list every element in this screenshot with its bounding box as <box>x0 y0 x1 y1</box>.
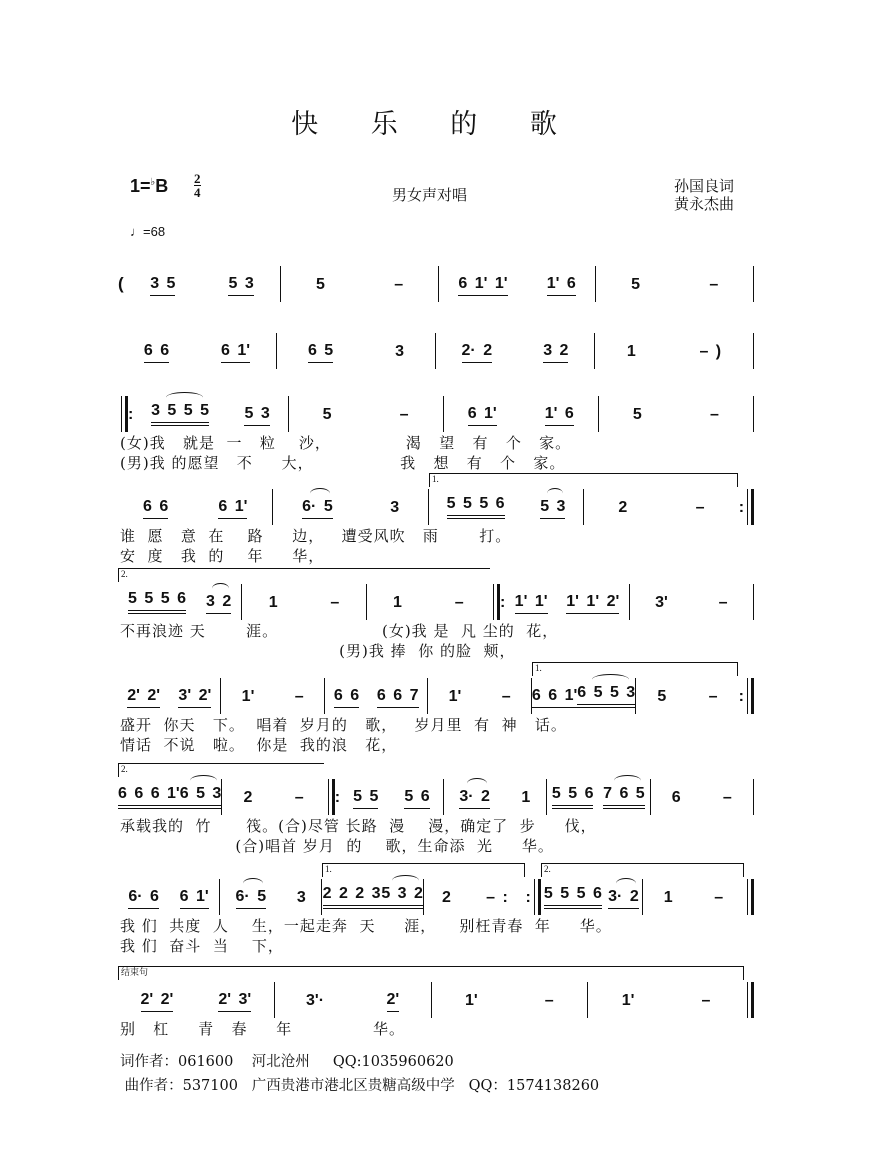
note-group: – : <box>486 889 508 906</box>
barline <box>753 779 754 815</box>
note-group: 6 1' 1' <box>458 275 507 296</box>
note-group: 6 5 3 <box>180 785 222 809</box>
note-group: 3'· <box>306 992 325 1009</box>
note-group: – <box>454 594 464 611</box>
staff-line <box>118 875 754 915</box>
note-group: 5 3 2 <box>381 885 423 909</box>
measure <box>133 396 287 432</box>
note-group: 3 5 <box>150 275 175 296</box>
note-group: 6 5 <box>308 342 333 363</box>
measure <box>124 266 281 302</box>
note-group: 6 <box>671 789 681 806</box>
note-group: – <box>330 594 340 611</box>
note-group: 2 <box>441 889 451 906</box>
measure <box>222 779 324 815</box>
lyric-line: (男)我 的愿望 不 大， 我 想 有 个 家。 <box>120 454 566 472</box>
note-group: 6 1' <box>180 888 209 909</box>
staff-line <box>118 262 754 302</box>
note-group: 6 1' <box>468 405 497 426</box>
lyric-line: (合)唱首 岁月 的 歌，生命添 光 华。 <box>120 837 554 855</box>
measure <box>532 678 635 714</box>
staff-line <box>118 674 754 714</box>
note-group: 1' 6 <box>547 275 576 296</box>
measure <box>118 678 220 714</box>
measure <box>636 678 738 714</box>
note-group: – <box>399 406 409 423</box>
note-group: – <box>701 992 711 1009</box>
lyric-line: (男)我 捧 你 的脸 颊， <box>120 642 516 660</box>
time-bottom: 4 <box>194 185 201 200</box>
lyric-line: 承载我的 竹 筏。(合)尽管 长路 漫 漫，确定了 步 伐， <box>120 817 597 835</box>
volta-bracket: 1. <box>532 662 738 676</box>
lyric-line: 不再浪迹 天 涯。 (女)我 是 凡 尘的 花， <box>120 622 559 640</box>
note-group: 3' 2' <box>178 687 211 708</box>
note-group: – <box>294 789 304 806</box>
performance-style: 男女声对唱 <box>392 186 468 204</box>
note-group: 1 <box>521 789 531 806</box>
note-group: 5 3 <box>228 275 253 296</box>
key-tonic: 1= <box>130 176 151 196</box>
measure <box>118 879 219 915</box>
note-group: 6 6 6 1' <box>118 785 180 809</box>
note-group: 3 5 5 5 <box>151 402 209 426</box>
note-group: 1 <box>663 889 673 906</box>
repeat-start-barline <box>328 779 335 815</box>
song-title: 快 乐 的 歌 <box>291 109 579 140</box>
score-system <box>118 580 754 620</box>
measure <box>273 489 427 525</box>
repeat-dots: : <box>525 889 531 906</box>
measure <box>630 584 753 620</box>
lyricist: 孙国良词 <box>674 177 735 195</box>
lyric-line: 谁 愿 意 在 路 边， 遭受风吹 雨 打。 <box>120 527 512 545</box>
lyric-line: 安 度 我 的 年 华， <box>120 547 325 565</box>
score-system <box>118 392 754 432</box>
note-group: 5 <box>657 688 667 705</box>
note-group: – ) <box>699 343 722 360</box>
repeat-end-barline <box>534 879 541 915</box>
note-group: 3 <box>395 343 405 360</box>
measure <box>118 489 272 525</box>
measure <box>651 779 753 815</box>
repeat-dots: : <box>738 499 745 516</box>
note-group: 5 5 5 6 <box>128 590 186 614</box>
lyric-line: 我 们 奋斗 当 下， <box>120 937 284 955</box>
note-group: 3 <box>296 889 306 906</box>
credits <box>674 177 734 213</box>
score-system <box>118 978 754 1018</box>
measure <box>444 396 598 432</box>
staff-line <box>118 485 754 525</box>
repeat-dots: : <box>128 406 134 423</box>
repeat-start-barline <box>493 584 500 620</box>
time-top: 2 <box>194 171 201 186</box>
measure <box>118 584 241 620</box>
final-barline <box>747 879 754 915</box>
note-group: 1' 6 <box>545 405 574 426</box>
note-group: 6 6 <box>334 687 359 708</box>
flat-icon: ♭ <box>150 177 156 188</box>
repeat-dots: : <box>499 594 506 611</box>
measure <box>432 982 588 1018</box>
note-group: 5 <box>315 276 325 293</box>
note-group: 2' 3' <box>218 991 251 1012</box>
score-system <box>118 485 754 525</box>
measure <box>428 678 530 714</box>
note-group: 2 2 2 3 <box>323 885 381 909</box>
footer-composer-info: 曲作者：537100 广西贵港市港北区贵糖高级中学 QQ：1574138260 <box>120 1078 600 1094</box>
score-system <box>118 329 754 369</box>
measure <box>340 779 442 815</box>
note-group: – <box>501 688 511 705</box>
repeat-start-barline <box>121 396 128 432</box>
volta-bracket: 1. <box>429 473 738 487</box>
note-group: 6 1' <box>221 342 250 363</box>
note-group: 1 <box>626 343 636 360</box>
note-group: 5 5 <box>353 788 378 809</box>
measure <box>588 982 744 1018</box>
measure <box>242 584 365 620</box>
staff-line <box>118 978 754 1018</box>
note-group: 6 6 <box>144 342 169 363</box>
note-group: 1' <box>621 992 635 1009</box>
note-group: 5 5 5 6 <box>544 885 602 909</box>
lyric-line: 盛开 你天 下。 唱着 岁月的 歌， 岁月里 有 神 话。 <box>120 716 567 734</box>
score-system <box>118 262 754 302</box>
barline <box>753 333 754 369</box>
measure <box>118 333 276 369</box>
note-group: – <box>294 688 304 705</box>
note-group: 3 2 <box>543 342 568 363</box>
note-group: – <box>710 406 719 423</box>
note-group: 3 2 <box>206 593 231 614</box>
barline <box>753 396 754 432</box>
barline <box>753 266 754 302</box>
note-group: – <box>708 688 718 705</box>
note-group: 6 1' <box>218 498 247 519</box>
repeat-end-barline <box>747 678 754 714</box>
measure <box>281 266 438 302</box>
note-group: 1 <box>268 594 278 611</box>
note-group: 3' <box>655 594 668 611</box>
measure <box>325 678 427 714</box>
measure <box>599 396 753 432</box>
note-group: 1 <box>393 594 402 611</box>
note-group: 6 6 7 <box>377 687 419 708</box>
note-group: – <box>544 992 554 1009</box>
lyric-line: (女)我 就是 一 粒 沙， 渴 望 有 个 家。 <box>120 434 572 452</box>
key-note: B <box>155 176 169 196</box>
measure <box>596 266 753 302</box>
measure <box>547 779 649 815</box>
note-group: 6· 6 <box>128 888 159 909</box>
lyric-line: 情话 不说 啦。 你是 我的浪 花， <box>120 736 398 754</box>
note-group: 1' 1' <box>515 593 548 614</box>
open-paren: ( <box>118 274 124 293</box>
score-system <box>118 674 754 714</box>
key-signature <box>130 176 168 197</box>
note-group: 1' <box>465 992 478 1009</box>
note-group: 6 6 <box>143 498 168 519</box>
measure <box>444 779 546 815</box>
final-barline <box>747 982 754 1018</box>
note-group: 5 5 6 <box>552 785 594 809</box>
note-group: 6 5 5 3 <box>577 684 635 708</box>
repeat-end-barline <box>747 489 754 525</box>
footer-lyricist-info: 词作者：061600 河北沧州 QQ:1035960620 <box>120 1054 454 1070</box>
note-group: 5 <box>631 276 640 293</box>
measure <box>275 982 431 1018</box>
note-group: 5 3 <box>244 405 269 426</box>
note-group: 2 <box>243 789 253 806</box>
measure <box>436 333 594 369</box>
note-group: – <box>709 276 719 293</box>
note-group: – <box>714 889 724 906</box>
volta-bracket: 2. <box>118 568 490 582</box>
note-group: 1' 1' 2' <box>566 593 619 614</box>
note-group: 5 <box>632 406 642 423</box>
note-group: 2' 2' <box>127 687 160 708</box>
lyric-line: 别 杠 青 春 年 华。 <box>120 1020 406 1038</box>
volta-bracket: 2. <box>118 763 324 777</box>
note-group: – <box>718 594 728 611</box>
time-signature <box>194 172 201 199</box>
note-group: 5 6 <box>404 788 429 809</box>
measure <box>277 333 435 369</box>
barline <box>753 584 754 620</box>
note-group: 3 <box>390 499 400 516</box>
measure <box>541 879 642 915</box>
measure <box>221 678 323 714</box>
staff-line <box>118 329 754 369</box>
note-group: 2· 2 <box>462 342 493 363</box>
note-group: 5 5 5 6 <box>447 495 505 519</box>
note-group: – <box>695 499 705 516</box>
measure <box>424 879 525 915</box>
volta-bracket: 1. <box>322 863 525 877</box>
lyric-line: 我 们 共度 人 生，一起走奔 天 涯， 别枉青春 年 华。 <box>120 917 612 935</box>
score-system <box>118 875 754 915</box>
composer: 黄永杰曲 <box>674 195 735 213</box>
measure <box>118 982 274 1018</box>
tempo-marking: ♩=68 <box>130 224 166 239</box>
staff-line <box>118 775 754 815</box>
note-group: – <box>394 276 404 293</box>
measure <box>367 584 490 620</box>
score-system <box>118 775 754 815</box>
measure <box>429 489 583 525</box>
note-group: 2' 2' <box>141 991 174 1012</box>
staff-line <box>118 392 754 432</box>
measure <box>595 333 753 369</box>
note-group: 5 3 <box>540 498 565 519</box>
note-group: 1' <box>241 688 255 705</box>
note-group: 5 <box>322 406 332 423</box>
note-group: 3· 2 <box>608 888 639 909</box>
volta-bracket: 2. <box>541 863 744 877</box>
staff-line <box>118 580 754 620</box>
measure <box>289 396 443 432</box>
measure <box>220 879 321 915</box>
note-group: 6· 5 <box>236 888 267 909</box>
measure <box>584 489 738 525</box>
measure <box>322 879 423 915</box>
note-group: 6· 5 <box>302 498 333 519</box>
note-group: – <box>722 789 732 806</box>
measure <box>505 584 628 620</box>
measure <box>118 779 221 815</box>
note-group: 2 <box>618 499 628 516</box>
volta-bracket: 结束句 <box>118 966 744 980</box>
measure <box>643 879 744 915</box>
note-group: 2' <box>387 991 400 1012</box>
repeat-dots: : <box>738 688 744 705</box>
note-group: 6 6 1' <box>532 687 577 708</box>
measure <box>439 266 596 302</box>
note-group: 1' <box>448 688 462 705</box>
note-group: 7 6 5 <box>603 785 645 809</box>
repeat-dots: : <box>334 789 341 806</box>
note-group: 3· 2 <box>459 788 490 809</box>
